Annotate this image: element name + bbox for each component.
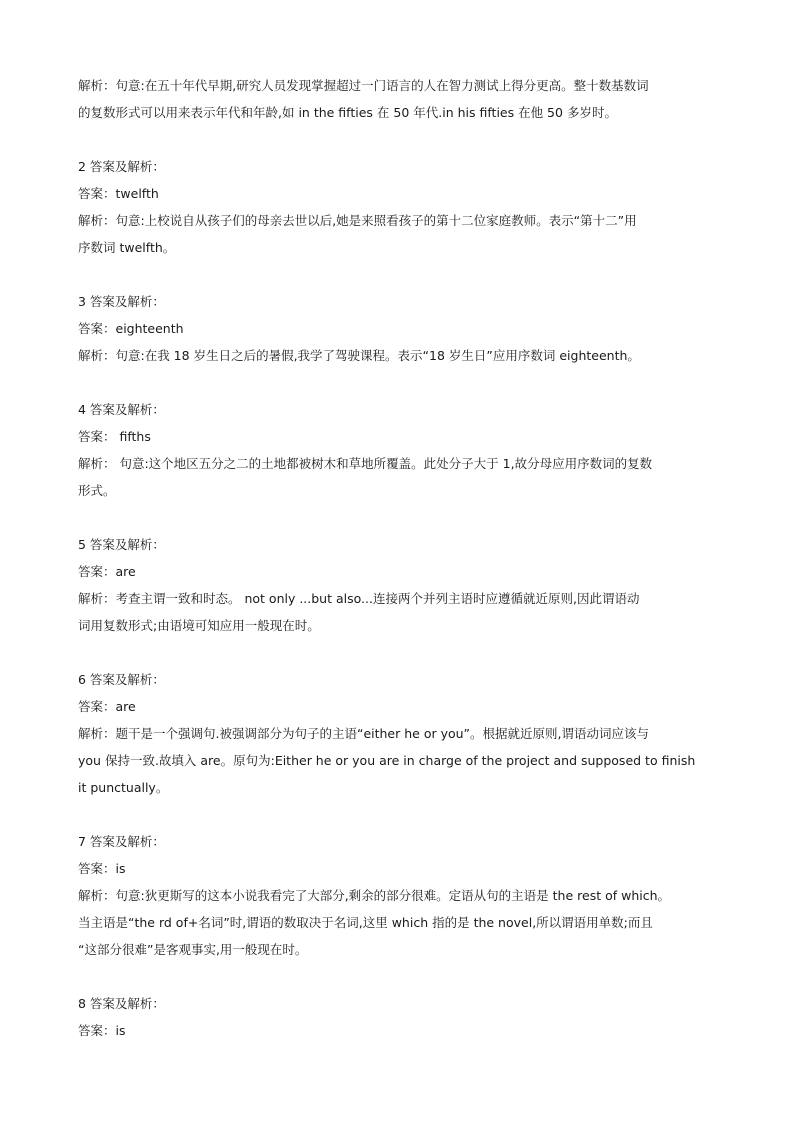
paragraph-gap	[78, 126, 728, 153]
text-line: 解析：句意:在我 18 岁生日之后的暑假,我学了驾驶课程。表示“18 岁生日”应用序数词 eighteenth。	[78, 348, 640, 363]
text-line: 词用复数形式;由语境可知应用一般现在时。	[78, 618, 320, 633]
document-body	[78, 72, 728, 1044]
section-heading: 3 答案及解析：	[78, 294, 165, 309]
section-heading: 7 答案及解析：	[78, 834, 165, 849]
paragraph-gap	[78, 639, 728, 666]
text-line: it punctually。	[78, 780, 169, 795]
answer-line: 答案：are	[78, 564, 136, 579]
answer-line: 答案：eighteenth	[78, 321, 184, 336]
text-line: 解析：句意:狄更斯写的这本小说我看完了大部分,剩余的部分很难。定语从句的主语是 the rest of which。	[78, 888, 671, 903]
section-heading: 4 答案及解析：	[78, 402, 165, 417]
answer-line: 答案：is	[78, 1023, 126, 1038]
text-line: 当主语是“the rd of+名词”时,谓语的数取决于名词,这里 which 指的是 the novel,所以谓语用单数;而且	[78, 915, 653, 930]
answer-line: 答案：is	[78, 861, 126, 876]
paragraph-gap	[78, 504, 728, 531]
text-line: you 保持一致.故填入 are。原句为:Either he or you are in charge of the project and supposed to finish	[78, 753, 696, 768]
answer-line: 答案：twelfth	[78, 186, 159, 201]
answer-line: 答案：are	[78, 699, 136, 714]
text-line: 的复数形式可以用来表示年代和年龄,如 in the fifties 在 50 年代.in his fifties 在他 50 多岁时。	[78, 105, 617, 120]
text-line: 解析：句意:在五十年代早期,研究人员发现掌握超过一门语言的人在智力测试上得分更高。整十数基数词	[78, 78, 649, 93]
text-line: 解析： 句意:这个地区五分之二的土地都被树木和草地所覆盖。此处分子大于 1,故分母应用序数词的复数	[78, 456, 653, 471]
section-heading: 2 答案及解析：	[78, 159, 165, 174]
section-heading: 8 答案及解析：	[78, 996, 165, 1011]
section-heading: 6 答案及解析：	[78, 672, 165, 687]
text-line: 序数词 twelfth。	[78, 240, 176, 255]
paragraph-gap	[78, 963, 728, 990]
paragraph-gap	[78, 261, 728, 288]
text-line: 形式。	[78, 483, 116, 498]
paragraph-gap	[78, 801, 728, 828]
answer-line: 答案： fifths	[78, 429, 151, 444]
text-line: “这部分很难”是客观事实,用一般现在时。	[78, 942, 308, 957]
text-line: 解析：句意:上校说自从孩子们的母亲去世以后,她是来照看孩子的第十二位家庭教师。表示“第十二”用	[78, 213, 637, 228]
text-line: 解析：题干是一个强调句.被强调部分为句子的主语“either he or you”。根据就近原则,谓语动词应该与	[78, 726, 650, 741]
paragraph-gap	[78, 369, 728, 396]
text-line: 解析：考查主谓一致和时态。 not only ...but also...连接两个并列主语时应遵循就近原则,因此谓语动	[78, 591, 640, 606]
section-heading: 5 答案及解析：	[78, 537, 165, 552]
